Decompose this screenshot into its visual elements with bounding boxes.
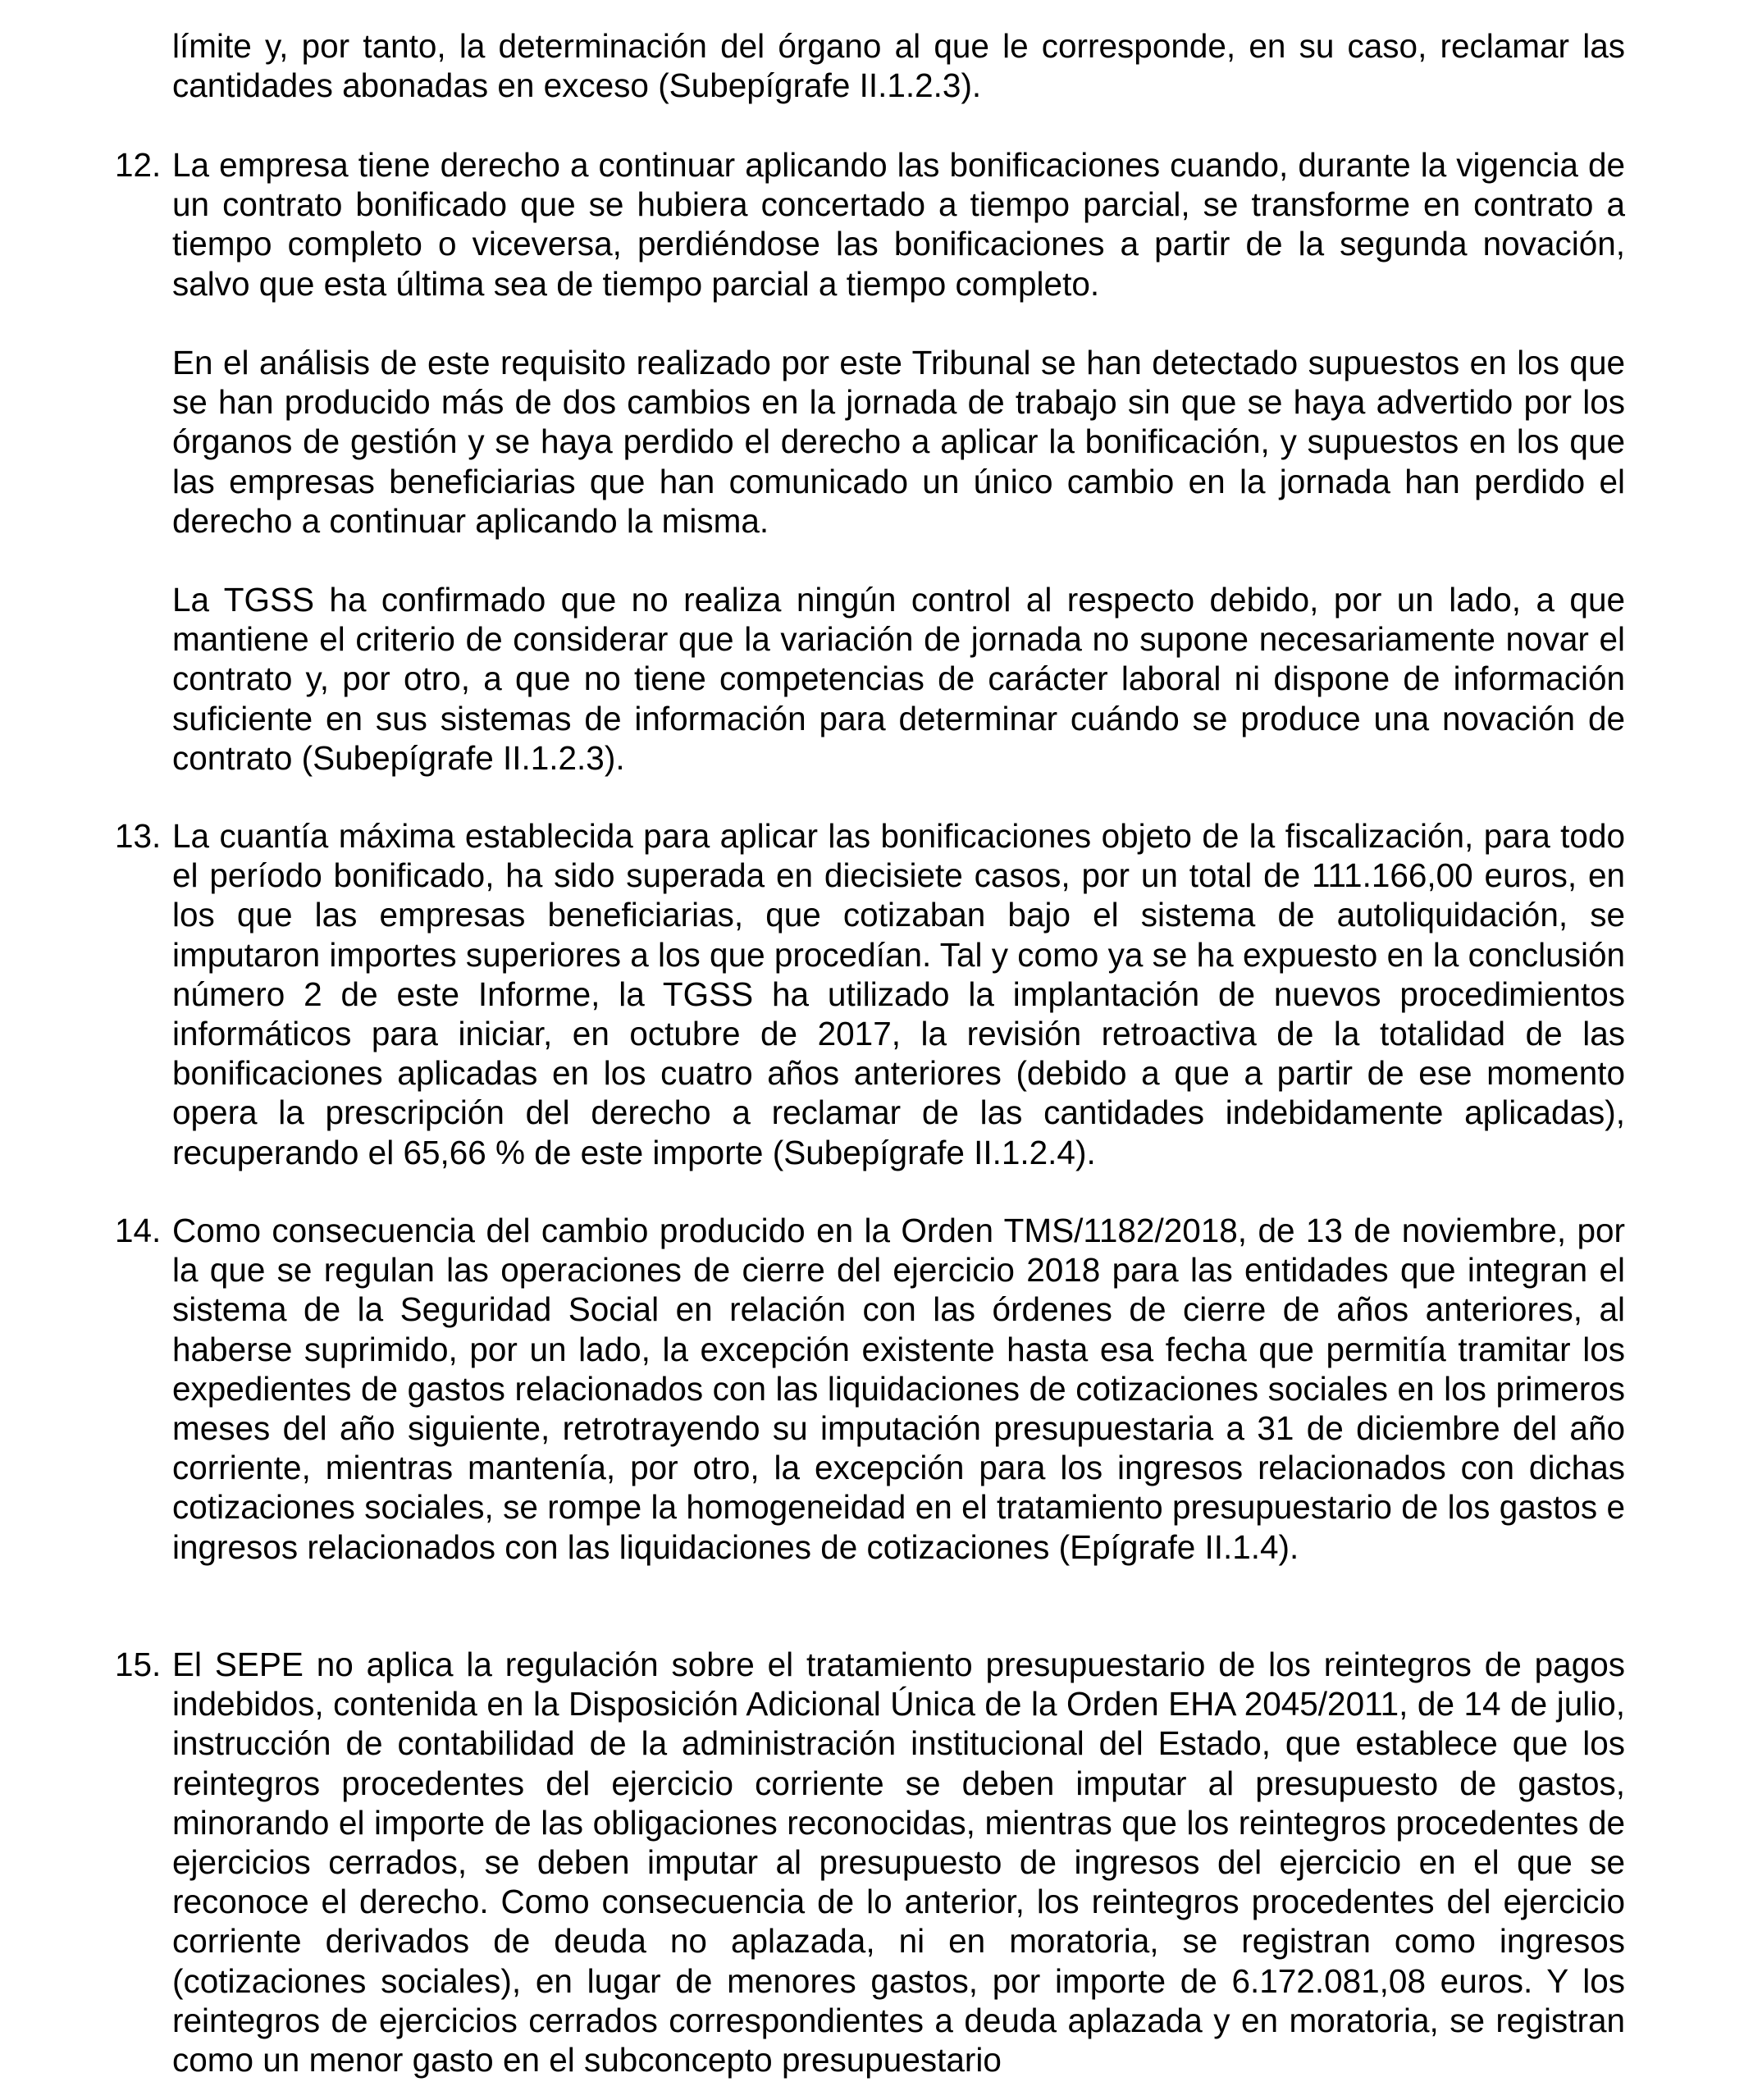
item-number-14: 14. [115,1212,162,1249]
item-12-paragraph-1: La empresa tiene derecho a continuar aplicando las bonificaciones cuando, durante la vigencia de un contrato bonificado que se hubiera concertado a tiempo parcial, se transforme en contrato a tiempo completo o viceversa, perdiéndose las bonificaciones a partir de la segunda novación, salvo que esta última sea de tiempo parcial a tiempo completo. [172,146,1625,303]
item-14-paragraph-1: Como consecuencia del cambio producido en la Orden TMS/1182/2018, de 13 de noviembre, por la que se regulan las operaciones de cierre del ejercicio 2018 para las entidades que integran el sistema de la Seguridad Social en relación con las órdenes de cierre de años anteriores, al haberse suprimido, por un lado, la excepción existente hasta esa fecha que permitía tramitar los expedientes de gastos relacionados con las liquidaciones de cotizaciones sociales en los primeros meses del año siguiente, retrotrayendo su imputación presupuestaria a 31 de diciembre del año corriente, mientras mantenía, por otro, la excepción para los ingresos relacionados con dichas cotizaciones sociales, se rompe la homogeneidad en el tratamiento presupuestario de los gastos e ingresos relacionados con las liquidaciones de cotizaciones (Epígrafe II.1.4). [172,1212,1625,1566]
item-number-15: 15. [115,1646,162,1683]
item-12-paragraph-2: En el análisis de este requisito realizado por este Tribunal se han detectado supuestos en los que se han producido más de dos cambios en la jornada de trabajo sin que se haya advertido por los órganos de gestión y se haya perdido el derecho a aplicar la bonificación, y supuestos en los que las empresas beneficiarias que han comunicado un único cambio en la jornada han perdido el derecho a continuar aplicando la misma. [172,344,1625,540]
item-13-paragraph-1: La cuantía máxima establecida para aplicar las bonificaciones objeto de la fiscalización, para todo el período bonificado, ha sido superada en diecisiete casos, por un total de 111.166,00 euros, en los que las empresas beneficiarias, que cotizaban bajo el sistema de autoliquidación, se imputaron importes superiores a los que procedían. Tal y como ya se ha expuesto en la conclusión número 2 de este Informe, la TGSS ha utilizado la implantación de nuevos procedimientos informáticos para iniciar, en octubre de 2017, la revisión retroactiva de la totalidad de las bonificaciones aplicadas en los cuatro años anteriores (debido a que a partir de ese momento opera la prescripción del derecho a reclamar de las cantidades indebidamente aplicadas), recuperando el 65,66 % de este importe (Subepígrafe II.1.2.4). [172,817,1626,1171]
item-12-paragraph-3: La TGSS ha confirmado que no realiza ningún control al respecto debido, por un lado, a que mantiene el criterio de considerar que la variación de jornada no supone necesariamente novar el contrato y, por otro, a que no tiene competencias de carácter laboral ni dispone de información suficiente en sus sistemas de información para determinar cuándo se produce una novación de contrato (Subepígrafe II.1.2.3). [172,581,1625,777]
item-number-13: 13. [115,817,162,855]
item-number-12: 12. [115,146,162,184]
item-15-paragraph-1: El SEPE no aplica la regulación sobre el tratamiento presupuestario de los reintegros de pagos indebidos, contenida en la Disposición Adicional Única de la Orden EHA 2045/2011, de 14 de julio, instrucción de contabilidad de la administración institucional del Estado, que establece que los reintegros procedentes del ejercicio corriente se deben imputar al presupuesto de gastos, minorando el importe de las obligaciones reconocidas, mientras que los reintegros procedentes de ejercicios cerrados, se deben imputar al presupuesto de ingresos del ejercicio en el que se reconoce el derecho. Como consecuencia de lo anterior, los reintegros procedentes del ejercicio corriente derivados de deuda no aplazada, ni en moratoria, se registran como ingresos (cotizaciones sociales), en lugar de menores gastos, por importe de 6.172.081,08 euros. Y los reintegros de ejercicios cerrados correspondientes a deuda aplazada y en moratoria, se registran como un menor gasto en el subconcepto presupuestario [172,1646,1625,2079]
continuation-paragraph: límite y, por tanto, la determinación del órgano al que le corresponde, en su caso, reclamar las cantidades abonadas en exceso (Subepígrafe II.1.2.3). [172,27,1625,105]
